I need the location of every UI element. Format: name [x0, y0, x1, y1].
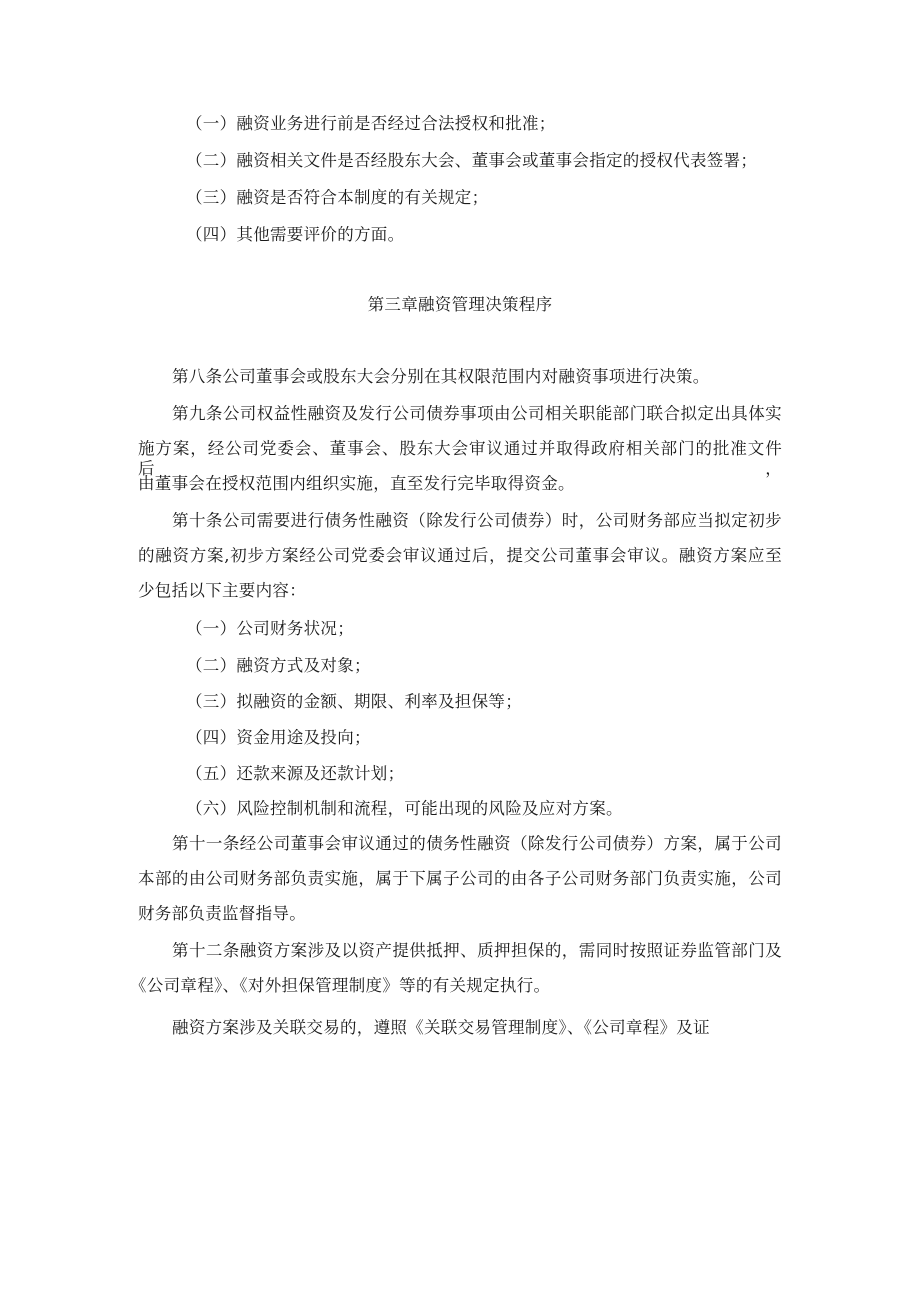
list-item: （二）融资方式及对象；: [186, 656, 371, 675]
list-item: （六）风险控制机制和流程，可能出现的风险及应对方案。: [186, 799, 623, 818]
article-11-line: 本部的由公司财务部负责实施，属于下属子公司的由各子公司财务部门负责实施，公司: [138, 869, 782, 888]
article-8: 第八条公司董事会或股东大会分别在其权限范围内对融资事项进行决策。: [172, 367, 710, 386]
article-10-line: 的融资方案,初步方案经公司党委会审议通过后，提交公司董事会审议。融资方案应至: [138, 546, 782, 565]
list-item: （三）融资是否符合本制度的有关规定；: [186, 188, 489, 207]
list-item: （一）融资业务进行前是否经过合法授权和批准；: [186, 114, 556, 133]
article-9-line: 施方案，经公司党委会、董事会、股东大会审议通过并取得政府相关部门的批准文件后，: [138, 439, 782, 478]
article-10-line: 第十条公司需要进行债务性融资（除发行公司债券）时，公司财务部应当拟定初步: [172, 511, 782, 530]
list-item: （一）公司财务状况；: [186, 619, 354, 638]
related-transaction-paragraph: 融资方案涉及关联交易的，遵照《关联交易管理制度》、《公司章程》及证: [172, 1018, 710, 1037]
article-9-line: 第九条公司权益性融资及发行公司债券事项由公司相关职能部门联合拟定出具体实: [172, 404, 782, 423]
article-11-line: 第十一条经公司董事会审议通过的债务性融资（除发行公司债券）方案，属于公司: [172, 834, 782, 853]
list-item: （五）还款来源及还款计划；: [186, 764, 405, 783]
chapter-title: 第三章融资管理决策程序: [367, 295, 553, 314]
article-12-line: 《公司章程》、《对外担保管理制度》等的有关规定执行。: [130, 976, 551, 995]
article-10-line: 少包括以下主要内容：: [138, 581, 306, 600]
list-item: （四）资金用途及投向；: [186, 728, 371, 747]
list-item: （二）融资相关文件是否经股东大会、董事会或董事会指定的授权代表签署；: [186, 151, 758, 170]
article-11-line: 财务部负责监督指导。: [138, 904, 306, 923]
article-9-line: 由董事会在授权范围内组织实施，直至发行完毕取得资金。: [138, 474, 575, 493]
list-item: （三）拟融资的金额、期限、利率及担保等；: [186, 692, 522, 711]
article-12-line: 第十二条融资方案涉及以资产提供抵押、质押担保的，需同时按照证券监管部门及: [172, 941, 782, 960]
list-item: （四）其他需要评价的方面。: [186, 225, 405, 244]
